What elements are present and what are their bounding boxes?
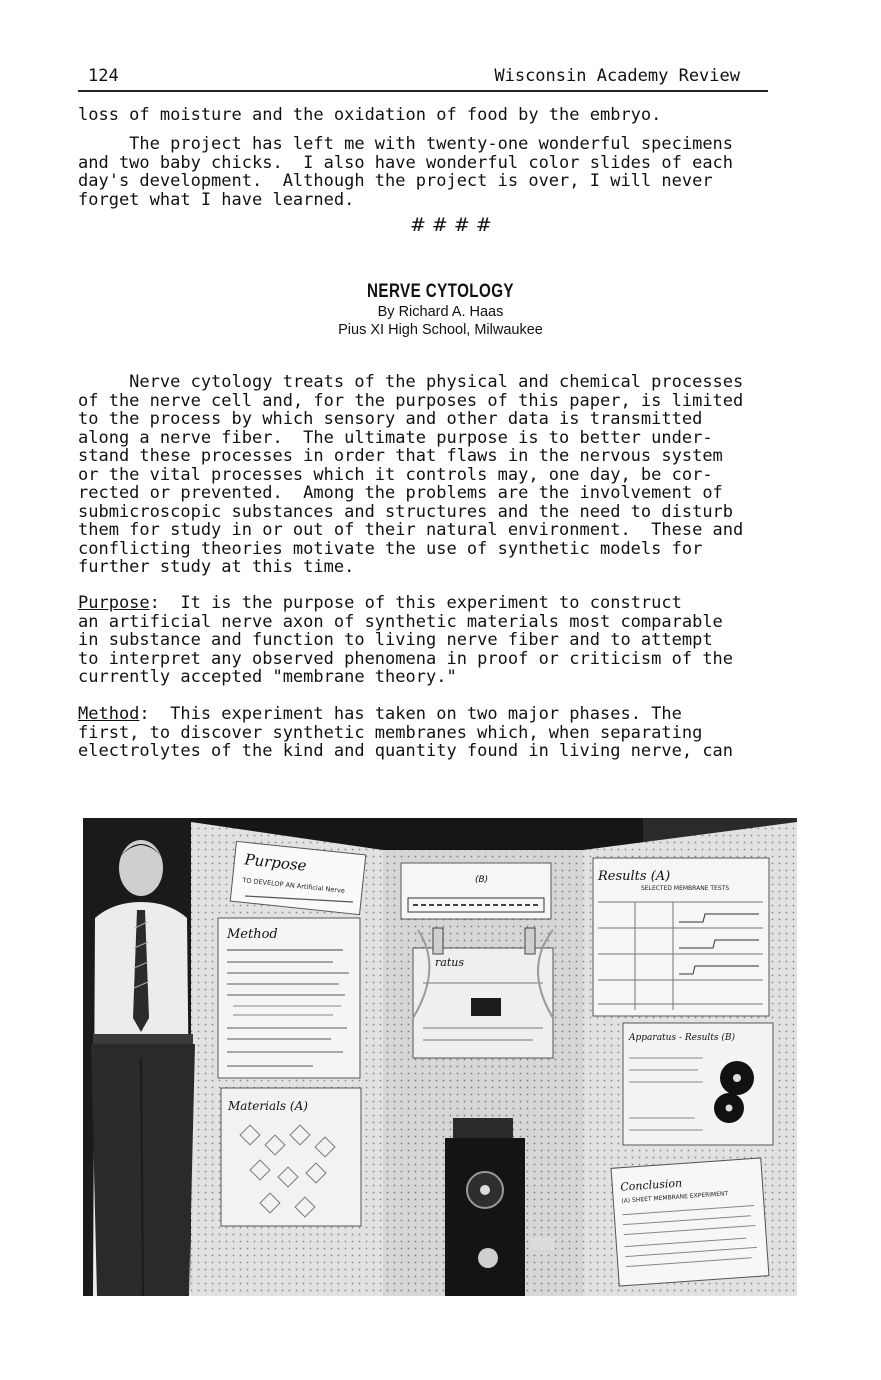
article-byline: By Richard A. Haas <box>377 304 504 320</box>
intro-paragraph: Nerve cytology treats of the physical and chemical processes of the nerve cell and, for the purposes of this paper, is limited to the process by which sensory and other data is transmitted along a nerve fiber. The ultimate purpose is to better under- stand these processes in order that flaws in the nervous system or the vital processes which it controls may, one day, be cor- rected or prevented. Among the problems are the involvement of submicroscopic substances and structures and the need to disturb them for study in or out of their natural environment. These and conflicting theories motivate the use of synthetic models for further study at this time. <box>78 372 744 577</box>
method-card-heading: Method <box>227 927 278 942</box>
conclusion-card-subheading: (A) SHEET MEMBRANE EXPERIMENT <box>621 1190 729 1205</box>
method-text: : This experiment has taken on two major phases. The first, to discover synthetic membranes which, when separating electrolytes of the kind and quantity found in living nerve, can <box>78 704 734 761</box>
method-paragraph <box>78 705 798 761</box>
closing-paragraph: The project has left me with twenty-one wonderful specimens and two baby chicks. I also have wonderful color slides of each day's development. Although the project is over, I will never forget what I have learned. <box>78 134 734 210</box>
purpose-card-heading: Purpose <box>243 850 308 875</box>
apparatus-results-card <box>623 1023 773 1145</box>
exhibit-photograph <box>83 818 797 1296</box>
exhibit-photo-illustration <box>83 818 797 1296</box>
article-school: Pius XI High School, Milwaukee <box>338 322 543 338</box>
results-card-heading: Results (A) <box>598 869 671 884</box>
center-chart-heading: (B) <box>475 875 489 885</box>
section-separator: #### <box>410 214 498 236</box>
method-card <box>218 918 360 1078</box>
center-apparatus-label: ratus <box>435 956 464 969</box>
purpose-label: Purpose <box>78 593 150 613</box>
method-label: Method <box>78 704 140 724</box>
materials-card-heading: Materials (A) <box>228 1099 308 1113</box>
materials-card <box>221 1088 361 1226</box>
conclusion-card <box>611 1158 769 1286</box>
center-chart-card <box>401 863 551 919</box>
conclusion-card-heading: Conclusion <box>619 1176 683 1194</box>
journal-title: Wisconsin Academy Review <box>494 66 740 86</box>
purpose-text: : It is the purpose of this experiment to construct an artificial nerve axon of synthetic materials most comparable in substance and function to living nerve fiber and to attempt to interpret any observed phenomena in proof or criticism of the currently accepted "membrane theory." <box>78 593 734 687</box>
center-apparatus-card <box>413 948 553 1058</box>
purpose-card <box>230 841 366 914</box>
purpose-card-text: TO DEVELOP AN Artificial Nerve <box>242 876 346 895</box>
running-header <box>78 64 768 92</box>
continued-paragraph: loss of moisture and the oxidation of food by the embryo. <box>78 105 662 125</box>
results-card-subheading: SELECTED MEMBRANE TESTS <box>641 885 730 892</box>
purpose-paragraph <box>78 594 798 687</box>
article-title: NERVE CYTOLOGY <box>367 281 514 302</box>
student-figure <box>83 818 195 1296</box>
results-card <box>593 858 769 1016</box>
page-number: 124 <box>88 66 119 86</box>
apparatus-results-heading: Apparatus - Results (B) <box>629 1033 735 1043</box>
